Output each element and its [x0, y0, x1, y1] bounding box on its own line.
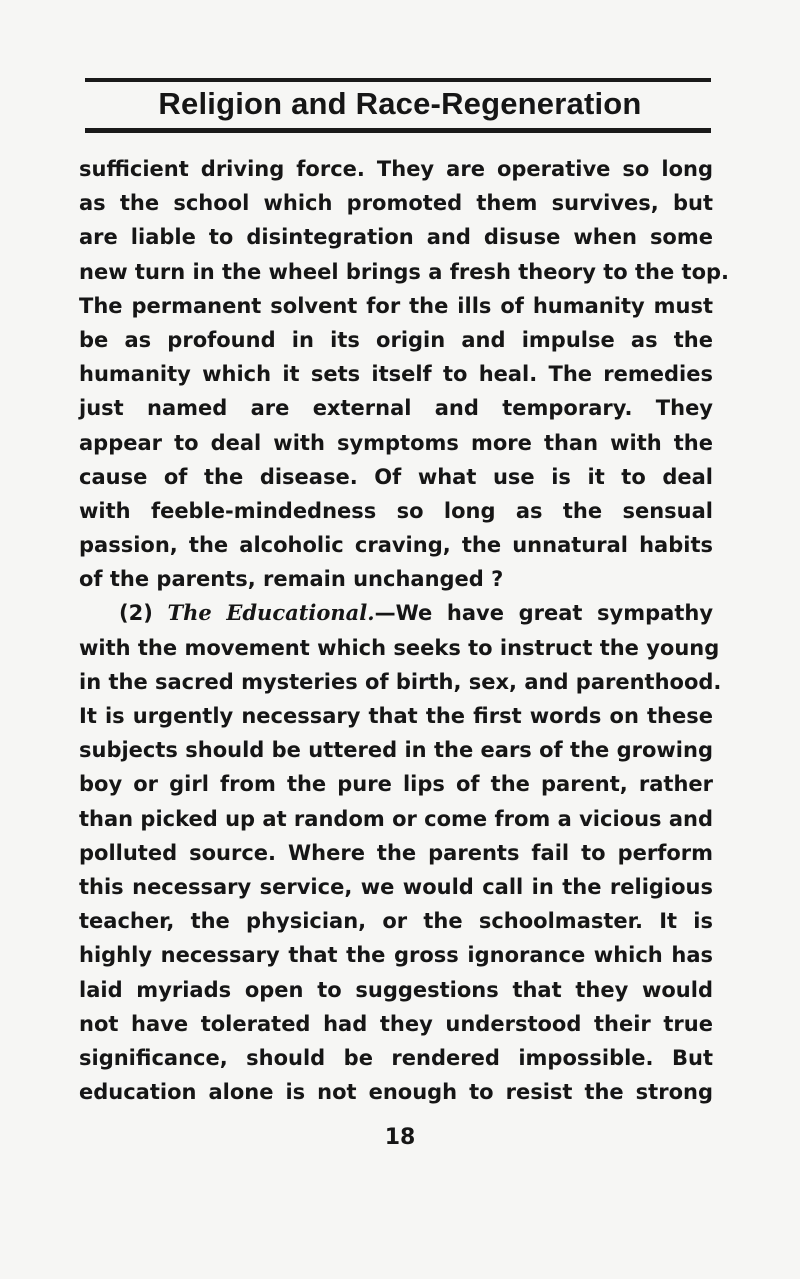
text-line: just named are external and temporary. They — [79, 396, 713, 421]
text-line: as the school which promoted them survives, but — [79, 191, 713, 216]
running-head-title: Religion and Race-Regeneration — [158, 86, 642, 121]
text-line: in the sacred mysteries of birth, sex, and parenthood. — [79, 669, 722, 694]
text-line: sufficient driving force. They are operative so long — [79, 157, 713, 181]
text-line: new turn in the wheel brings a fresh theory to the top. — [79, 259, 730, 284]
text-line: education alone is not enough to resist the strong — [79, 1080, 713, 1105]
text-line: appear to deal with symptoms more than with the — [79, 430, 713, 455]
section-heading-line — [79, 596, 713, 630]
text-line: It is urgently necessary that the first words on these — [79, 704, 713, 728]
text-line: be as profound in its origin and impulse as the — [79, 327, 713, 352]
text-line: with the movement which seeks to instruct the young — [79, 635, 720, 660]
text-line: teacher, the physician, or the schoolmaster. It is — [79, 909, 713, 934]
page-number: 18 — [384, 1125, 416, 1150]
section-number: (2) — [119, 601, 153, 626]
text-line: boy or girl from the pure lips of the parent, rather — [79, 772, 713, 797]
section-heading: The Educational. — [167, 600, 375, 626]
text-line: with feeble-mindedness so long as the sensual — [79, 498, 713, 523]
header-rule-bottom — [85, 128, 711, 133]
text-line: not have tolerated had they understood their true — [79, 1011, 713, 1036]
text-line: are liable to disintegration and disuse when some — [79, 225, 713, 250]
header-rule-top — [85, 78, 711, 82]
section-first-line-text: —We have great sympathy — [374, 601, 714, 626]
text-line: polluted source. Where the parents fail to perform — [79, 840, 713, 865]
text-line: laid myriads open to suggestions that they would — [79, 977, 713, 1002]
text-line: this necessary service, we would call in the religious — [79, 874, 713, 899]
body-text — [79, 152, 730, 1109]
text-line: than picked up at random or come from a vicious and — [79, 806, 713, 831]
text-line: subjects should be uttered in the ears of the growing — [79, 738, 713, 763]
text-line: cause of the disease. Of what use is it to deal — [79, 464, 713, 489]
text-line: The permanent solvent for the ills of humanity must — [79, 293, 713, 318]
text-line: passion, the alcoholic craving, the unnatural habits — [79, 533, 713, 558]
text-line: of the parents, remain unchanged ? — [79, 567, 504, 592]
text-line: significance, should be rendered impossible. But — [79, 1045, 713, 1070]
text-line: humanity which it sets itself to heal. The remedies — [79, 362, 713, 387]
text-line: highly necessary that the gross ignorance which has — [79, 943, 713, 968]
